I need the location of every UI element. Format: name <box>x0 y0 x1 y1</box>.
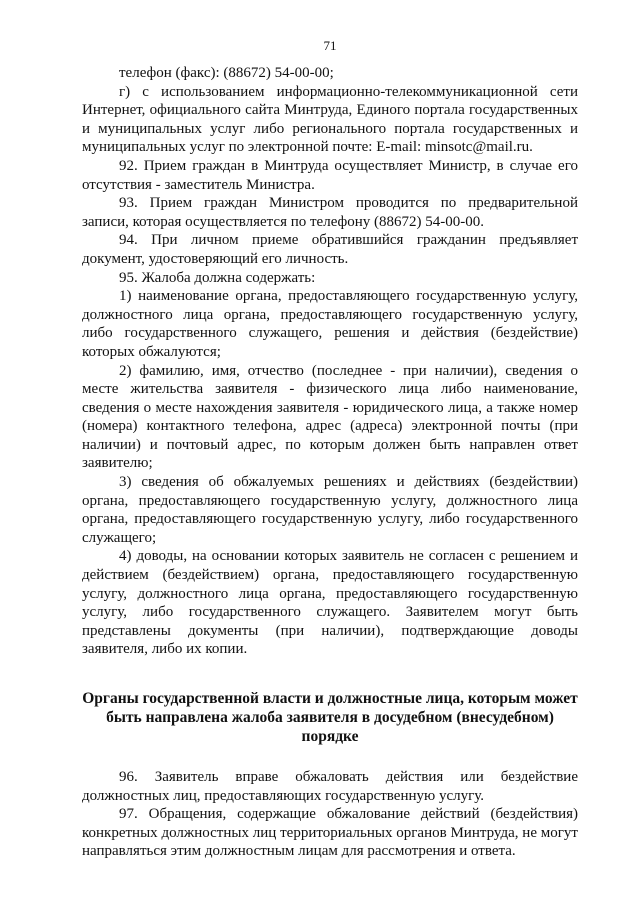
section-heading: Органы государственной власти и должностные лица, которым может быть направлена жалоба заявителя в досудебном (внесудебном) порядке <box>82 690 578 745</box>
paragraph-92: 92. Прием граждан в Минтруда осуществляет Министр, в случае его отсутствия - заместитель Министра. <box>82 157 578 193</box>
paragraph-93: 93. Прием граждан Министром проводится по предварительной записи, которая осуществляется по телефону (88672) 54-00-00. <box>82 195 578 230</box>
paragraph-internet: г) с использованием информационно-телекоммуникационной сети Интернет, официального сайта Минтруда, Единого портала государственных и муниципальных услуг либо регионального портала государственных и муниципальных услуг по электронной почте: E-mail: minsotc@mail.ru. <box>82 83 578 156</box>
list-item-2: 2) фамилию, имя, отчество (последнее - при наличии), сведения о месте жительства заявителя - физического лица либо наименование, сведения о месте нахождения заявителя - юридического лица, а также номер (номера) контактного телефона, адрес (адреса) электронной почты (при наличии) и почтовый адрес, по которым должен быть направлен ответ заявителю; <box>82 362 578 472</box>
paragraph-96: 96. Заявитель вправе обжаловать действия или бездействие должностных лиц, предоставляющих государственную услугу. <box>82 769 578 804</box>
list-item-3: 3) сведения об обжалуемых решениях и действиях (бездействии) органа, предоставляющего государственную услугу, должностного лица органа, предоставляющего государственную услугу, либо государственного служащего; <box>82 474 578 546</box>
document-page <box>82 38 578 861</box>
list-item-4: 4) доводы, на основании которых заявитель не согласен с решением и действием (бездействием) органа, предоставляющего государственную услугу, должностного лица органа, предоставляющего государственную услугу, либо государственного служащего. Заявителем могут быть представлены документы (при наличии), подтверждающие доводы заявителя, либо их копии. <box>82 548 578 658</box>
paragraph-95: 95. Жалоба должна содержать: <box>119 269 316 286</box>
paragraph-94: 94. При личном приеме обратившийся гражданин предъявляет документ, удостоверяющий его личность. <box>82 232 578 267</box>
paragraph-97: 97. Обращения, содержащие обжалование действий (бездействия) конкретных должностных лиц территориальных органов Минтруда, не могут направляться этим должностным лицам для рассмотрения и ответа. <box>82 806 578 860</box>
page-number: 71 <box>323 38 337 53</box>
document-body <box>82 64 578 861</box>
paragraph-phone: телефон (факс): (88672) 54-00-00; <box>119 65 334 81</box>
list-item-1: 1) наименование органа, предоставляющего государственную услугу, должностного лица органа, предоставляющего государственную услугу, либо государственного служащего, решения и действия (бездействие) которых обжалуются; <box>82 288 578 360</box>
